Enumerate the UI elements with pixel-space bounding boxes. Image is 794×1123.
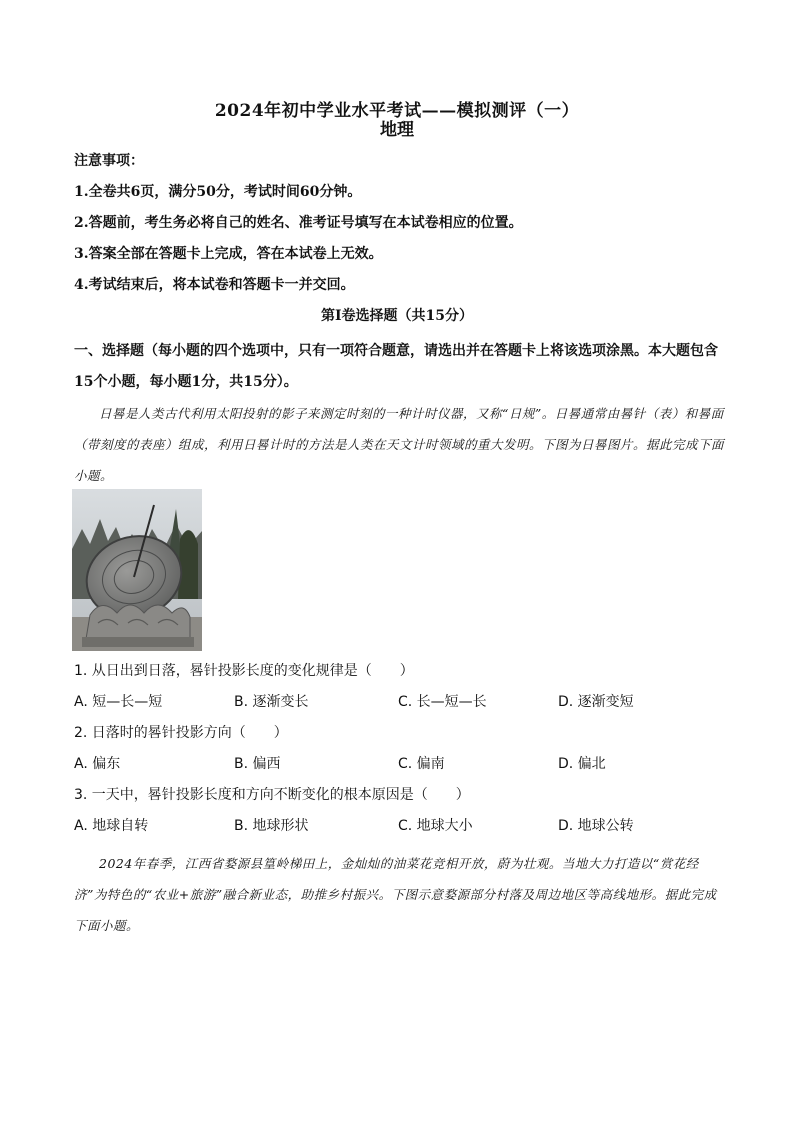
question-2: 2. 日落时的晷针投影方向（ ）	[74, 725, 288, 741]
option-a: A. 地球自转	[74, 818, 149, 834]
option-d: D. 偏北	[558, 756, 606, 772]
option-a: A. 短—长—短	[74, 694, 163, 710]
question-2-options	[74, 753, 724, 773]
sundial-photo	[72, 489, 202, 651]
option-c: C. 地球大小	[398, 818, 473, 834]
notice-item: 1.全卷共6页，满分50分，考试时间60分钟。	[74, 184, 362, 200]
option-c: C. 偏南	[398, 756, 445, 772]
option-d: D. 逐渐变短	[558, 694, 634, 710]
notice-item: 4.考试结束后，将本试卷和答题卡一并交回。	[74, 277, 355, 293]
option-b: B. 地球形状	[234, 818, 309, 834]
passage-wuyuan: 2024年春季，江西省婺源县篁岭梯田上，金灿灿的油菜花竞相开放，蔚为壮观。当地大力打造以“赏花经济”为特色的“农业+旅游”融合新业态，助推乡村振兴。下图示意婺源部分村落及周边地区等高线地形。据此完成下面小题。	[74, 856, 717, 933]
passage-sundial: 日晷是人类古代利用太阳投射的影子来测定时刻的一种计时仪器，又称“日规”。日晷通常由晷针（表）和晷面（带刻度的表座）组成，利用日晷计时的方法是人类在天文计时领域的重大发明。下图为日晷图片。据此完成下面小题。	[74, 406, 725, 483]
notice-item: 3.答案全部在答题卡上完成，答在本试卷上无效。	[74, 246, 383, 262]
question-3: 3. 一天中，晷针投影长度和方向不断变化的根本原因是（ ）	[74, 787, 470, 803]
option-b: B. 偏西	[234, 756, 281, 772]
option-c: C. 长—短—长	[398, 694, 487, 710]
exam-title: 2024年初中学业水平考试——模拟测评（一）	[214, 101, 580, 121]
option-d: D. 地球公转	[558, 818, 634, 834]
notice-item: 2.答题前，考生务必将自己的姓名、准考证号填写在本试卷相应的位置。	[74, 215, 523, 231]
question-1: 1. 从日出到日落，晷针投影长度的变化规律是（ ）	[74, 663, 414, 679]
section-instruction: 一、选择题（每小题的四个选项中，只有一项符合题意，请选出并在答题卡上将该选项涂黑。本大题包含15个小题，每小题1分，共15分）。	[74, 343, 718, 390]
option-b: B. 逐渐变长	[234, 694, 309, 710]
question-1-options	[74, 691, 724, 711]
question-3-options	[74, 815, 724, 835]
section-title: 第Ⅰ卷选择题（共15分）	[320, 308, 474, 324]
option-a: A. 偏东	[74, 756, 121, 772]
notice-heading: 注意事项：	[74, 153, 144, 169]
exam-subject: 地理	[380, 120, 414, 140]
